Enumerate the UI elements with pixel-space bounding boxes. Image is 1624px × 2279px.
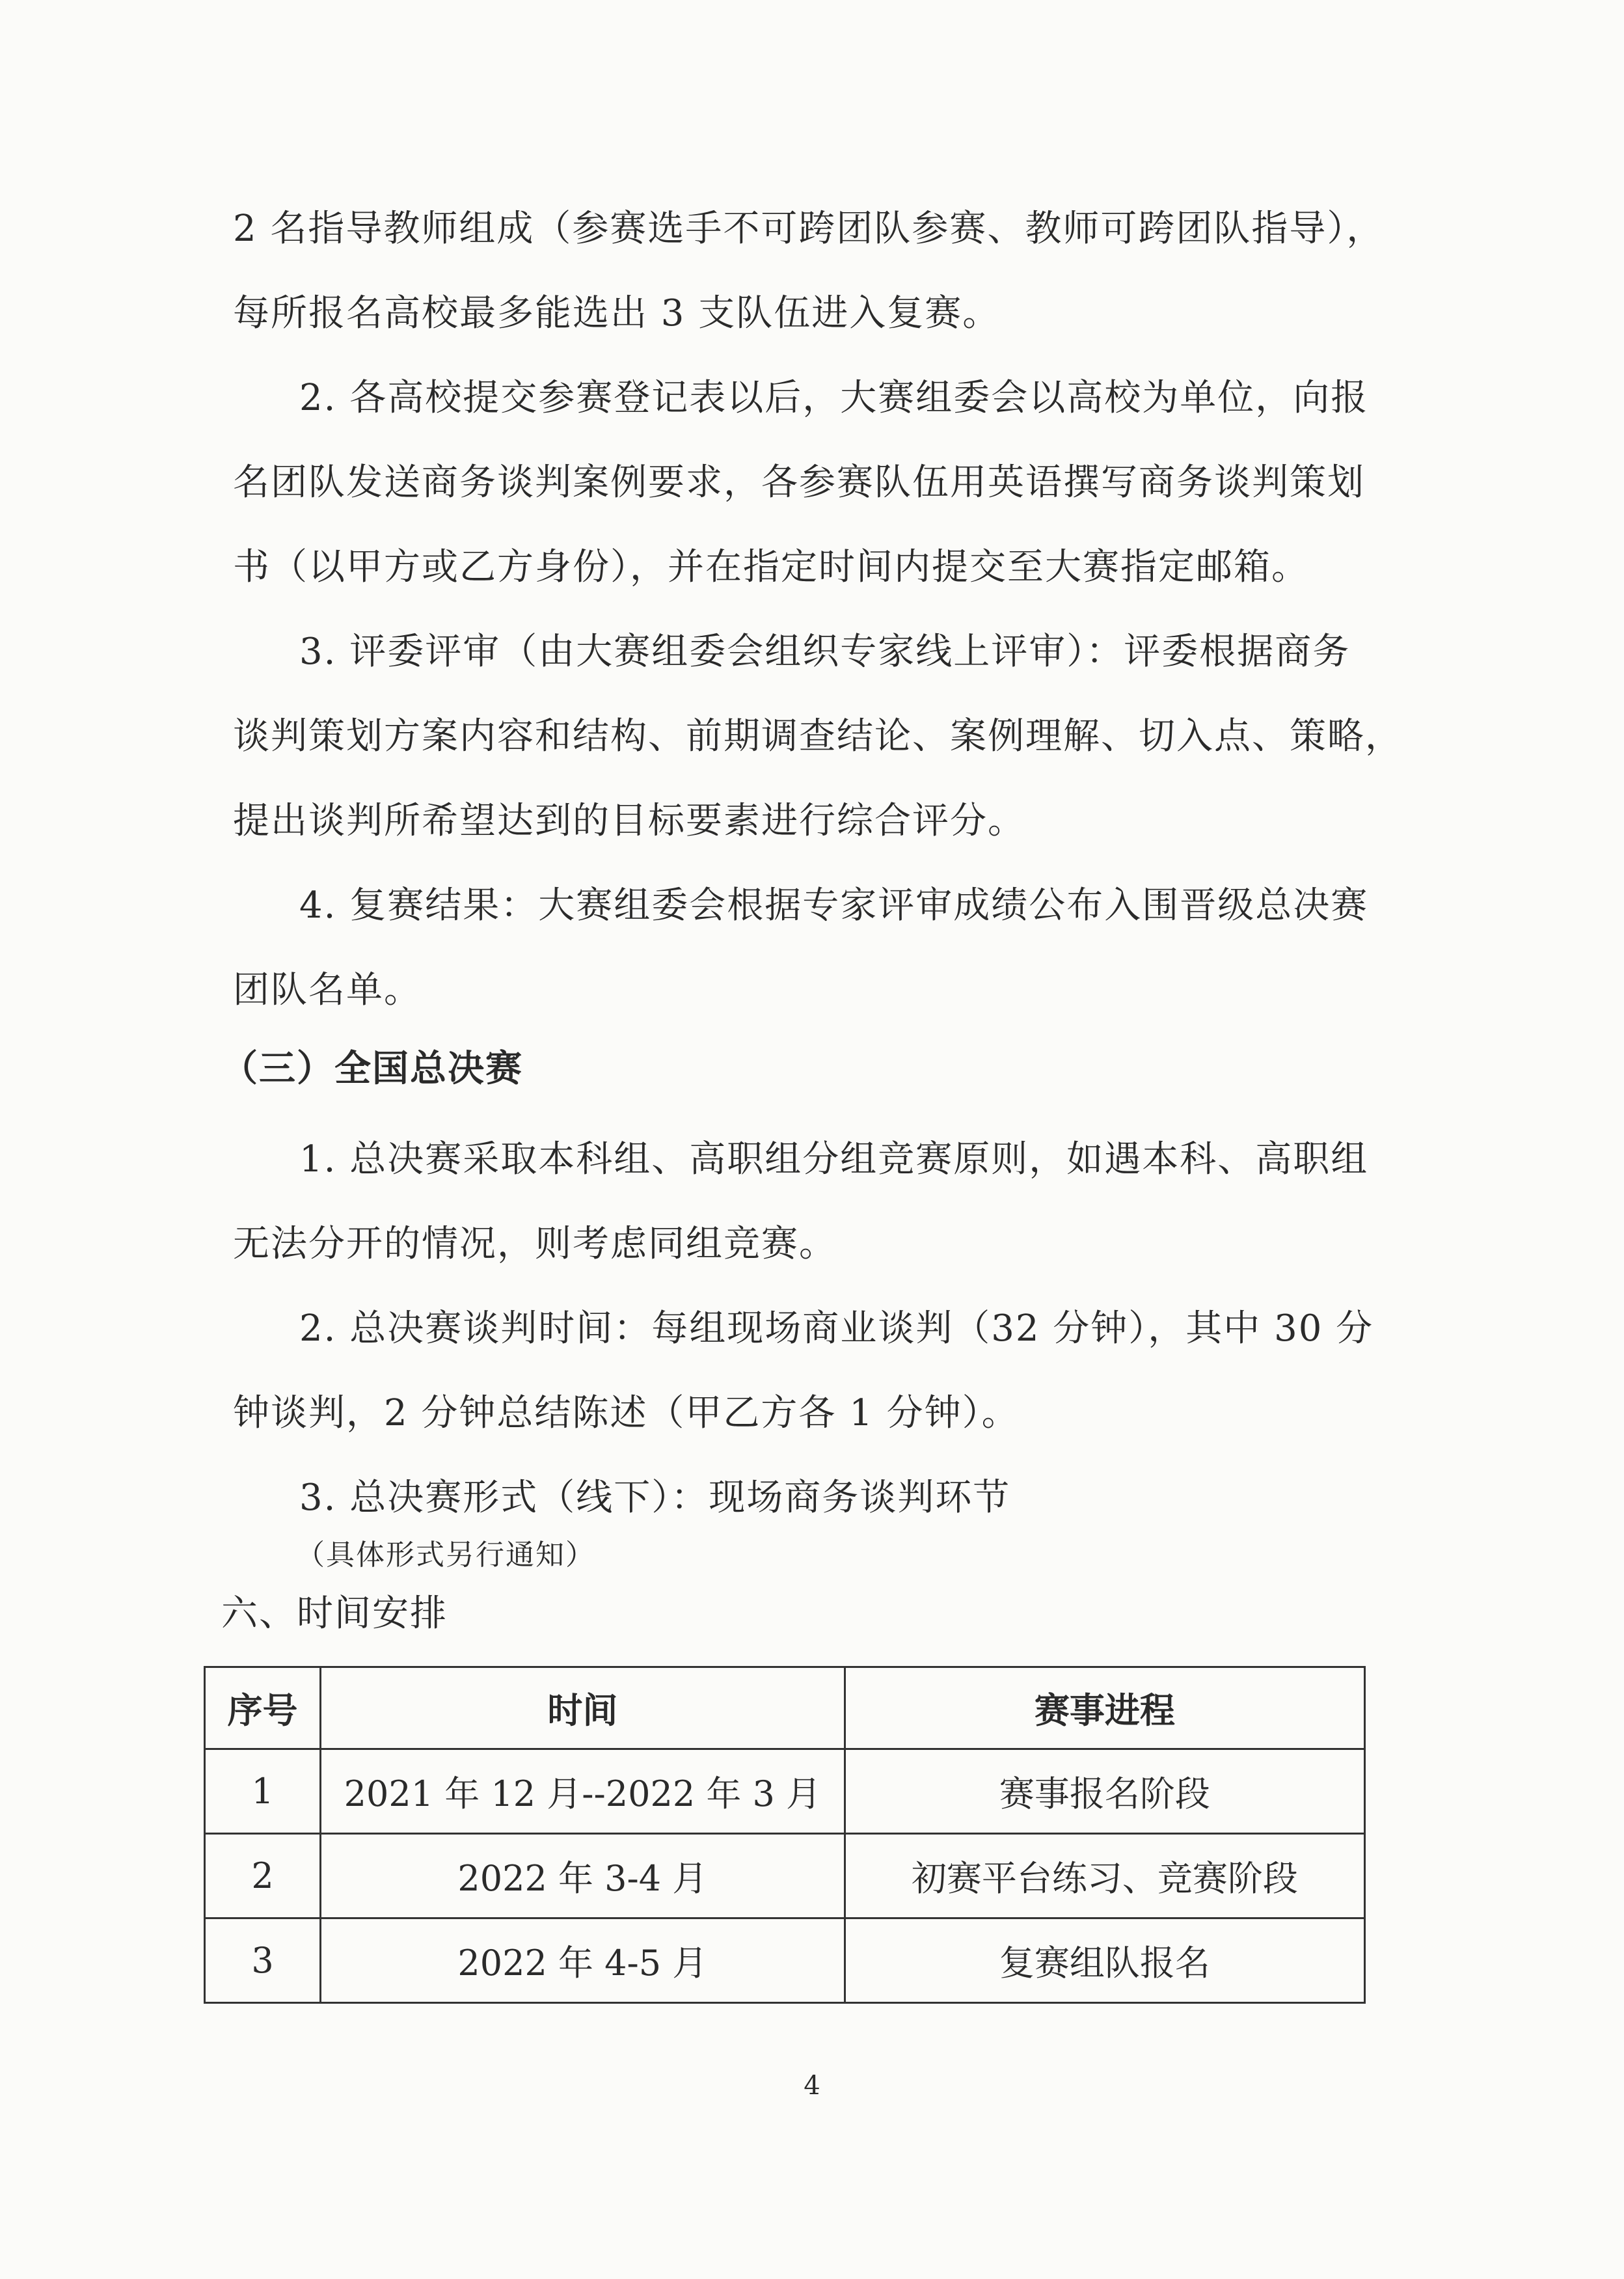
table-cell: 初赛平台练习、竞赛阶段 bbox=[845, 1834, 1364, 1918]
paragraph-line: 团队名单。 bbox=[233, 969, 422, 1011]
section-heading: （三）全国总决赛 bbox=[221, 1047, 523, 1090]
column-header: 赛事进程 bbox=[845, 1667, 1364, 1749]
paragraph-line: 2. 总决赛谈判时间：每组现场商业谈判（32 分钟），其中 30 分 bbox=[299, 1307, 1374, 1350]
table-cell: 3 bbox=[205, 1918, 321, 2003]
paragraph-line: 名团队发送商务谈判案例要求，各参赛队伍用英语撰写商务谈判策划 bbox=[233, 461, 1365, 504]
page-number: 4 bbox=[804, 2071, 820, 2101]
note-line: （具体形式另行通知） bbox=[296, 1538, 595, 1572]
paragraph-line: 钟谈判，2 分钟总结陈述（甲乙方各 1 分钟）。 bbox=[233, 1392, 1020, 1434]
table-cell: 1 bbox=[205, 1749, 321, 1834]
paragraph-line: 每所报名高校最多能选出 3 支队伍进入复赛。 bbox=[233, 292, 1001, 334]
table-header-row bbox=[205, 1667, 1365, 1749]
paragraph-line: 2. 各高校提交参赛登记表以后，大赛组委会以高校为单位，向报 bbox=[299, 377, 1369, 419]
paragraph-line: 3. 总决赛形式（线下）：现场商务谈判环节 bbox=[299, 1477, 1011, 1519]
paragraph-line: 提出谈判所希望达到的目标要素进行综合评分。 bbox=[233, 800, 1025, 842]
table-cell: 2 bbox=[205, 1834, 321, 1918]
paragraph-line: 1. 总决赛采取本科组、高职组分组竞赛原则，如遇本科、高职组 bbox=[299, 1138, 1369, 1180]
paragraph-line: 2 名指导教师组成（参赛选手不可跨团队参赛、教师可跨团队指导）， bbox=[233, 208, 1385, 250]
table-cell: 2022 年 4-5 月 bbox=[321, 1918, 845, 2003]
paragraph-line: 无法分开的情况，则考虑同组竞赛。 bbox=[233, 1223, 837, 1265]
paragraph-line: 4. 复赛结果：大赛组委会根据专家评审成绩公布入围晋级总决赛 bbox=[299, 884, 1369, 927]
table-cell: 2022 年 3-4 月 bbox=[321, 1834, 845, 1918]
table-row bbox=[205, 1918, 1365, 2003]
table-cell: 2021 年 12 月--2022 年 3 月 bbox=[321, 1749, 845, 1834]
paragraph-line: 书（以甲方或乙方身份），并在指定时间内提交至大赛指定邮箱。 bbox=[233, 546, 1309, 588]
column-header: 序号 bbox=[205, 1667, 321, 1749]
paragraph-line: 3. 评委评审（由大赛组委会组织专家线上评审）：评委根据商务 bbox=[299, 631, 1351, 673]
column-header: 时间 bbox=[321, 1667, 845, 1749]
schedule-table bbox=[204, 1666, 1366, 2004]
paragraph-line: 谈判策划方案内容和结构、前期调查结论、案例理解、切入点、策略， bbox=[233, 715, 1403, 757]
table-row bbox=[205, 1749, 1365, 1834]
table-cell: 赛事报名阶段 bbox=[845, 1749, 1364, 1834]
table-cell: 复赛组队报名 bbox=[845, 1918, 1364, 2003]
section-heading: 六、时间安排 bbox=[221, 1592, 448, 1635]
table-row bbox=[205, 1834, 1365, 1918]
